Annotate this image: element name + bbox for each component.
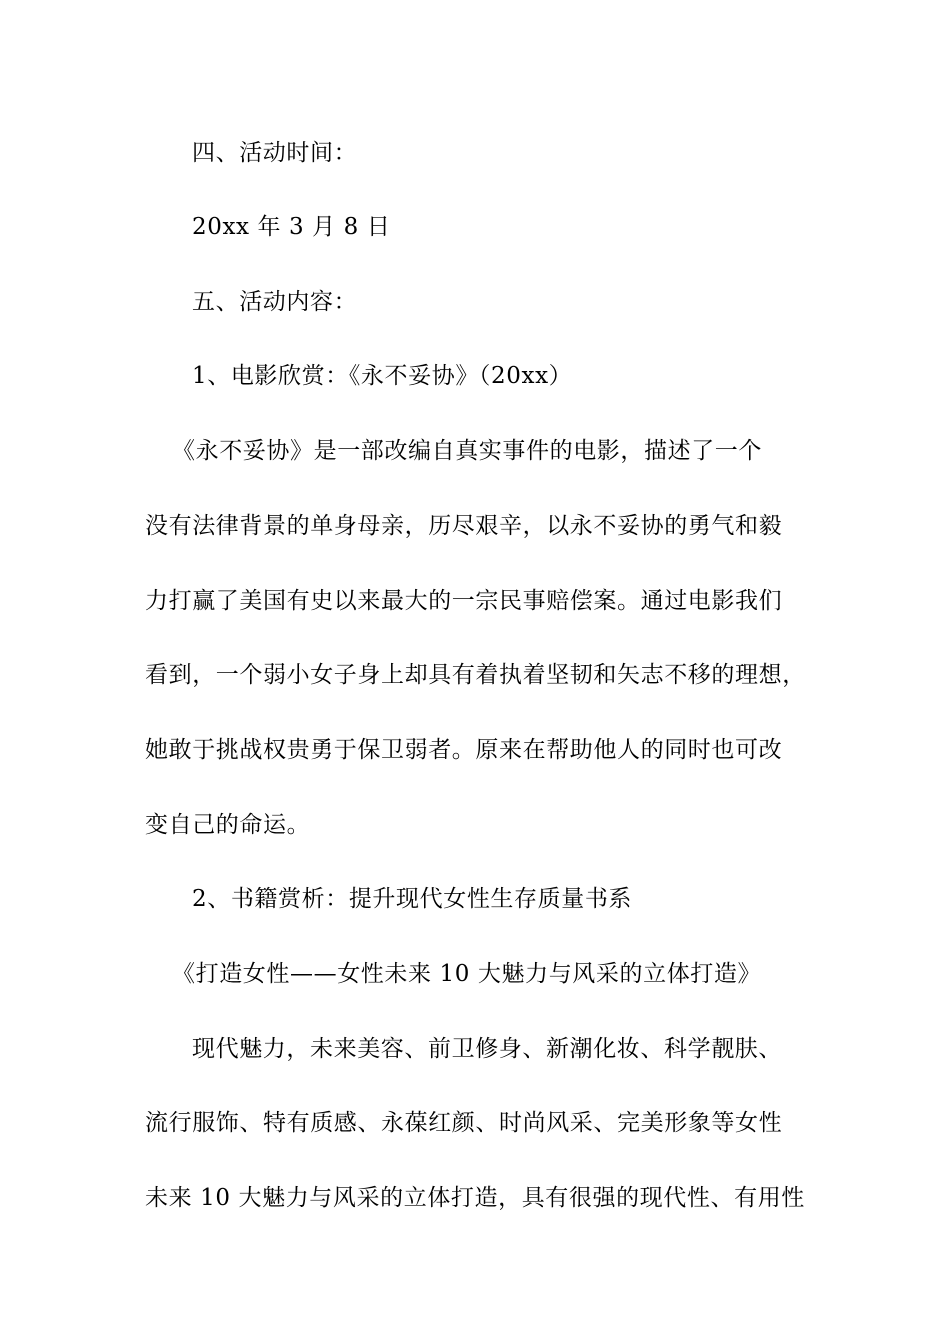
paragraph-line: 力打赢了美国有史以来最大的一宗民事赔偿案。通过电影我们 [145,588,783,614]
paragraph-line: 现代魅力，未来美容、前卫修身、新潮化妆、科学靓肤、 [192,1036,782,1062]
section-heading-time: 四、活动时间： [192,140,358,166]
paragraph-line: 《永不妥协》是一部改编自真实事件的电影，描述了一个 [172,438,762,464]
paragraph-line: 流行服饰、特有质感、永葆红颜、时尚风采、完美形象等女性 [145,1110,783,1136]
activity-date: 20xx 年 3 月 8 日 [192,214,391,240]
paragraph-line: 没有法律背景的单身母亲，历尽艰辛，以永不妥协的勇气和毅 [145,513,783,539]
item-2-heading: 2、书籍赏析：提升现代女性生存质量书系 [192,886,633,912]
paragraph-line: 看到，一个弱小女子身上却具有着执着坚韧和矢志不移的理想， [145,662,806,688]
item-1-heading: 1、电影欣赏：《永不妥协》（20xx） [192,363,573,389]
paragraph-line: 变自己的命运。 [145,812,311,838]
section-heading-content: 五、活动内容： [192,289,358,315]
paragraph-line: 未来 10 大魅力与风采的立体打造，具有很强的现代性、有用性 [145,1185,805,1211]
paragraph-line: 她敢于挑战权贵勇于保卫弱者。原来在帮助他人的同时也可改 [145,737,783,763]
book-title: 《打造女性——女性未来 10 大魅力与风采的立体打造》 [172,961,762,987]
